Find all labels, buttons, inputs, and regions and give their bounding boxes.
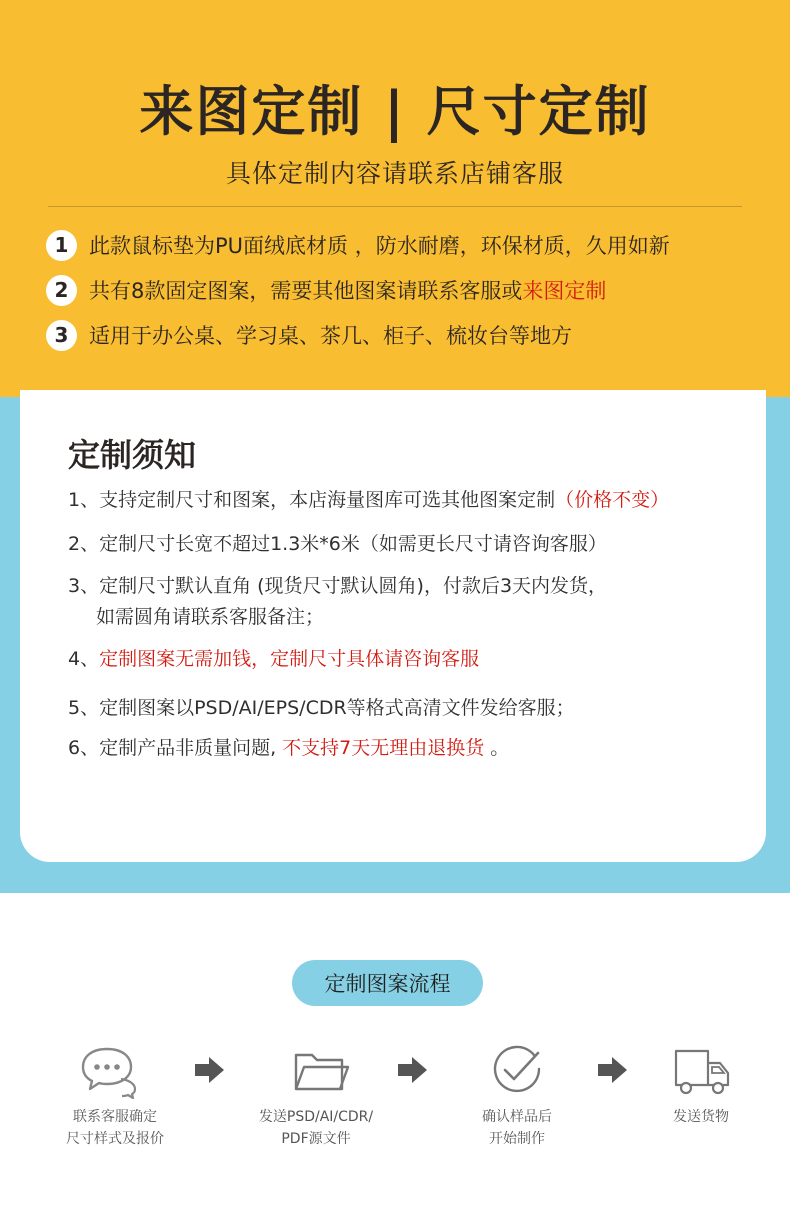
rule-highlight: 定制图案无需加钱，定制尺寸具体请咨询客服 xyxy=(99,648,480,670)
notice-title: 定制须知 xyxy=(68,436,197,474)
feature-number-badge: 1 xyxy=(46,230,77,261)
rule-prefix: 4、 xyxy=(68,648,100,670)
header-divider xyxy=(48,206,742,207)
page-subtitle: 具体定制内容请联系店铺客服 xyxy=(225,159,564,188)
step-label-line: 尺寸样式及报价 xyxy=(66,1131,164,1147)
check-circle-icon xyxy=(486,1043,548,1099)
feature-text xyxy=(89,275,606,305)
rule-highlight: 不支持7天无理由退换货 xyxy=(282,737,485,759)
rule-suffix: 。 xyxy=(484,737,510,759)
arrow-right-icon xyxy=(195,1056,225,1084)
feature-item xyxy=(46,273,606,307)
arrow-right-icon xyxy=(398,1056,428,1084)
step-label-line: 发送PSD/AI/CDR/ xyxy=(258,1109,374,1125)
rule-text: 6、定制产品非质量问题, xyxy=(68,737,283,759)
step-label-line: 联系客服确定 xyxy=(73,1109,157,1125)
notice-rule: 5、定制图案以PSD/AI/EPS/CDR等格式高清文件发给客服； xyxy=(68,697,575,719)
notice-rule-continuation: 如需圆角请联系客服备注； xyxy=(96,606,325,628)
notice-rule xyxy=(68,646,479,672)
step-label-line: 开始制作 xyxy=(489,1131,545,1147)
notice-rule xyxy=(68,735,509,761)
feature-number-badge: 3 xyxy=(46,320,77,351)
feature-number-badge: 2 xyxy=(46,275,77,306)
notice-rule: 2、定制尺寸长宽不超过1.3米*6米（如需更长尺寸请咨询客服） xyxy=(68,533,607,555)
feature-text-highlight: 来图定制 xyxy=(522,279,607,303)
delivery-truck-icon xyxy=(670,1043,732,1099)
feature-text: 此款鼠标垫为PU面绒底材质 ，防水耐磨，环保材质，久用如新 xyxy=(89,234,670,258)
rule-text: 1、支持定制尺寸和图案，本店海量图库可选其他图案定制 xyxy=(68,489,556,511)
process-step-label xyxy=(35,1106,195,1150)
rule-highlight: （价格不变） xyxy=(555,489,670,511)
process-step-label xyxy=(621,1106,781,1128)
step-label-line: 发送货物 xyxy=(673,1109,729,1125)
process-step-label xyxy=(236,1106,396,1150)
step-label-line: 确认样品后 xyxy=(482,1109,552,1125)
feature-item xyxy=(46,228,670,262)
arrow-right-icon xyxy=(598,1056,628,1084)
process-step-label xyxy=(437,1106,597,1150)
chat-bubbles-icon xyxy=(77,1043,139,1099)
feature-text: 适用于办公桌、学习桌、茶几、柜子、梳妆台等地方 xyxy=(89,324,572,348)
step-label-line: PDF源文件 xyxy=(281,1131,351,1147)
folder-icon xyxy=(290,1043,352,1099)
notice-rule xyxy=(68,487,669,513)
notice-rule: 3、定制尺寸默认直角 (现货尺寸默认圆角)，付款后3天内发货， xyxy=(68,575,608,597)
feature-item xyxy=(46,318,572,352)
page-title: 来图定制 | 尺寸定制 xyxy=(139,80,651,143)
feature-text-main: 共有8款固定图案，需要其他图案请联系客服或 xyxy=(89,279,523,303)
process-title-pill: 定制图案流程 xyxy=(292,960,483,1006)
